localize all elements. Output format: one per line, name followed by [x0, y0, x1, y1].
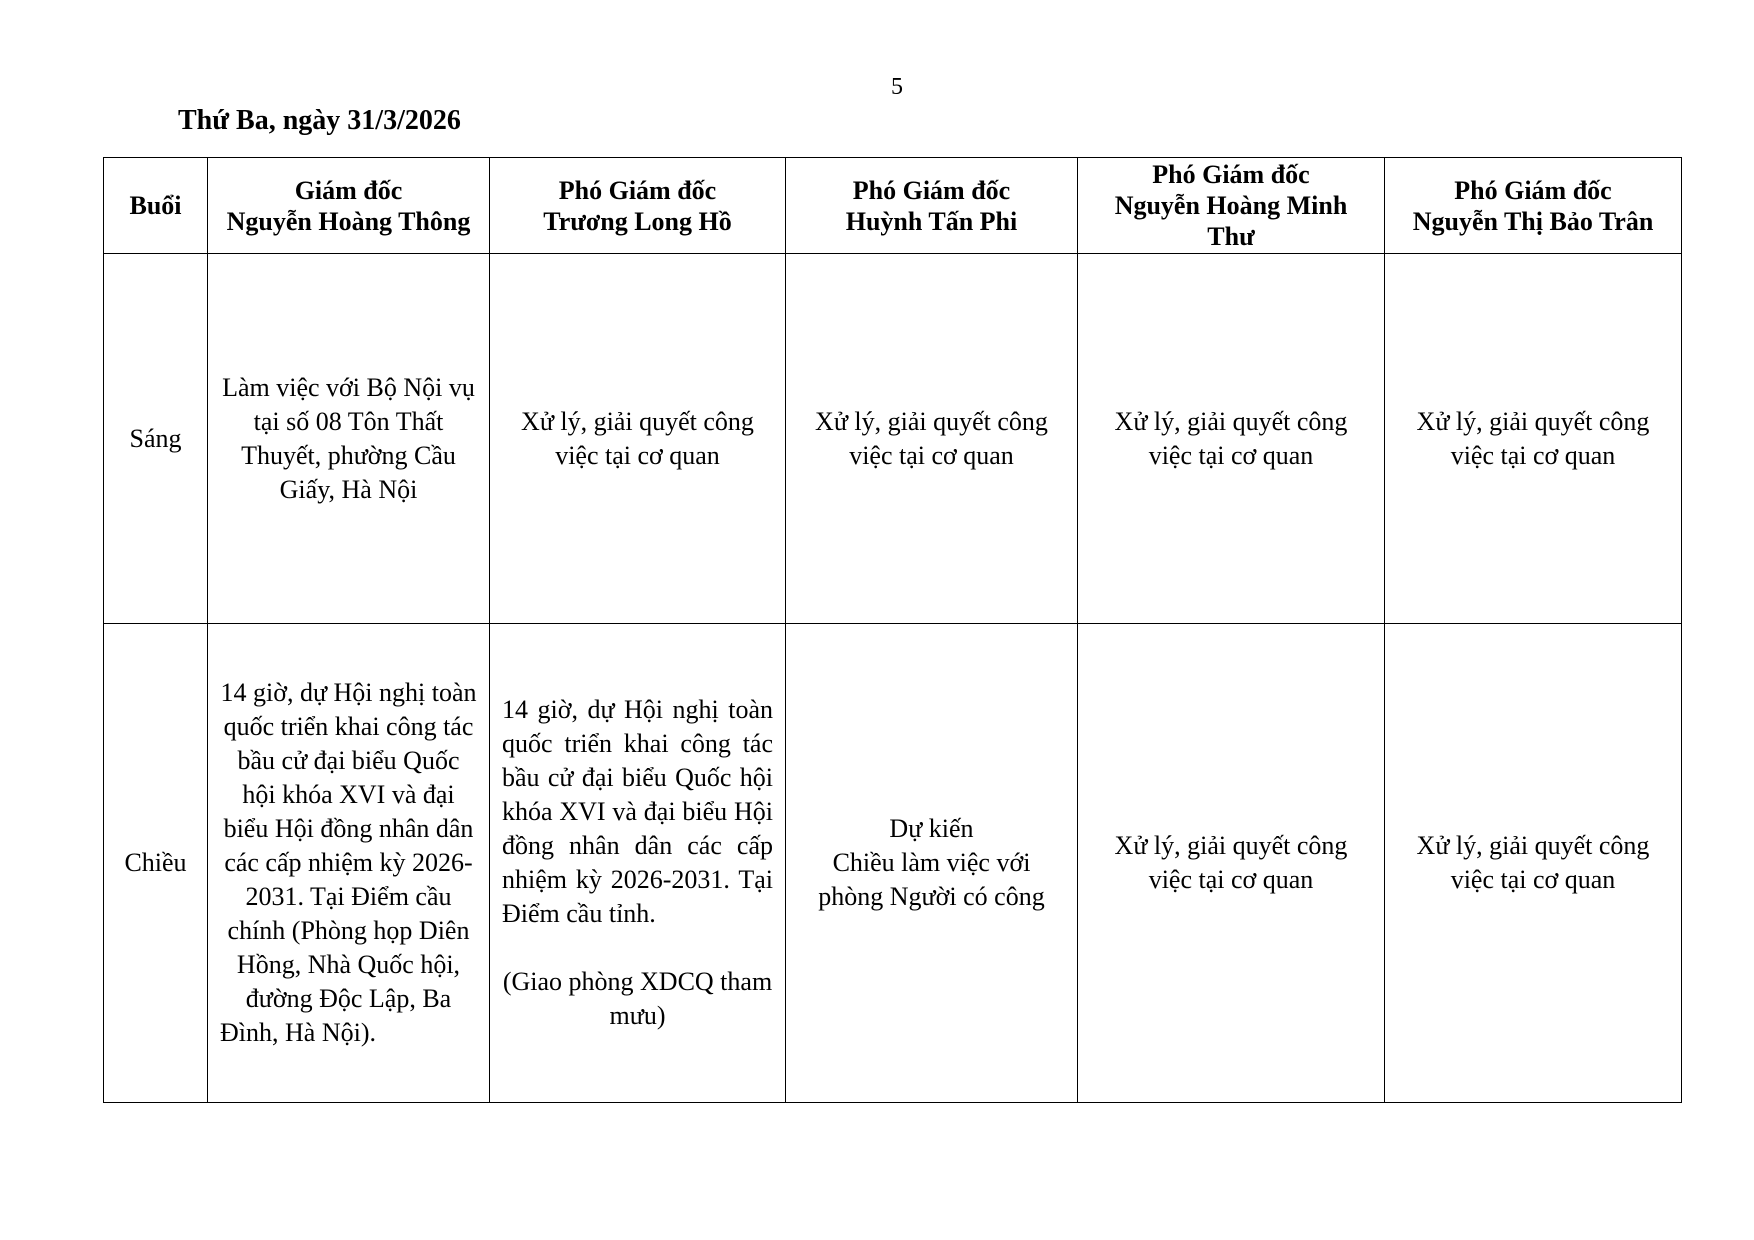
afternoon-deputy-phi: [786, 624, 1078, 1103]
header-deputy-ho-name: Trương Long Hồ: [543, 206, 732, 236]
morning-deputy-tran: Xử lý, giải quyết công việc tại cơ quan: [1385, 254, 1682, 624]
header-deputy-thu-title: Phó Giám đốc: [1152, 160, 1310, 189]
header-deputy-phi-title: Phó Giám đốc: [852, 175, 1011, 205]
header-deputy-thu-name-cont: Thư: [1207, 222, 1255, 251]
header-deputy-ho: [490, 158, 786, 254]
afternoon-deputy-phi-label: Dự kiến: [889, 814, 974, 843]
session-afternoon: Chiều: [104, 624, 208, 1103]
header-director-name: Nguyễn Hoàng Thông: [226, 206, 471, 236]
morning-director: Làm việc với Bộ Nội vụ tại số 08 Tôn Thất Thuyết, phường Cầu Giấy, Hà Nội: [208, 254, 490, 624]
header-director: [208, 158, 490, 254]
header-director-title: Giám đốc: [294, 175, 403, 205]
header-row: [104, 158, 1682, 254]
afternoon-deputy-phi-text: Chiều làm việc với phòng Người có công: [818, 848, 1045, 911]
session-morning: Sáng: [104, 254, 208, 624]
afternoon-deputy-ho-spacer: [502, 931, 773, 965]
afternoon-director: 14 giờ, dự Hội nghị toàn quốc triển khai công tác bầu cử đại biểu Quốc hội khóa XVI và đại biểu Hội đồng nhân dân các cấp nhiệm kỳ 2026-2031. Tại Điểm cầu chính (Phòng họp Diên Hồng, Nhà Quốc hội, đường Độc Lập, Ba Đình, Hà Nội).: [208, 624, 490, 1103]
page-number: 5: [891, 74, 903, 100]
header-deputy-phi-name: Huỳnh Tấn Phi: [845, 206, 1018, 236]
afternoon-deputy-tran: Xử lý, giải quyết công việc tại cơ quan: [1385, 624, 1682, 1103]
header-session: [104, 158, 208, 254]
morning-deputy-phi: Xử lý, giải quyết công việc tại cơ quan: [786, 254, 1078, 624]
morning-deputy-ho: Xử lý, giải quyết công việc tại cơ quan: [490, 254, 786, 624]
header-session-label: Buổi: [129, 191, 182, 220]
afternoon-deputy-thu: Xử lý, giải quyết công việc tại cơ quan: [1078, 624, 1385, 1103]
afternoon-deputy-ho: [490, 624, 786, 1103]
schedule-table: [103, 157, 1682, 1103]
day-title: Thứ Ba, ngày 31/3/2026: [178, 105, 461, 136]
afternoon-deputy-ho-note: (Giao phòng XDCQ tham mưu): [502, 967, 773, 1030]
header-deputy-thu-name: Nguyễn Hoàng Minh: [1114, 191, 1348, 220]
header-deputy-tran: [1385, 158, 1682, 254]
header-deputy-ho-title: Phó Giám đốc: [558, 175, 717, 205]
table-row-afternoon: [104, 624, 1682, 1103]
morning-deputy-thu: Xử lý, giải quyết công việc tại cơ quan: [1078, 254, 1385, 624]
header-deputy-phi: [786, 158, 1078, 254]
header-deputy-tran-title: Phó Giám đốc: [1454, 175, 1612, 205]
afternoon-deputy-ho-main: 14 giờ, dự Hội nghị toàn quốc triển khai công tác bầu cử đại biểu Quốc hội khóa XVI và đại biểu Hội đồng nhân dân các cấp nhiệm kỳ 2026-2031. Tại Điểm cầu tỉnh.: [502, 695, 773, 928]
table-row-morning: [104, 254, 1682, 624]
header-deputy-thu: [1078, 158, 1385, 254]
header-deputy-tran-name: Nguyễn Thị Bảo Trân: [1412, 206, 1654, 236]
